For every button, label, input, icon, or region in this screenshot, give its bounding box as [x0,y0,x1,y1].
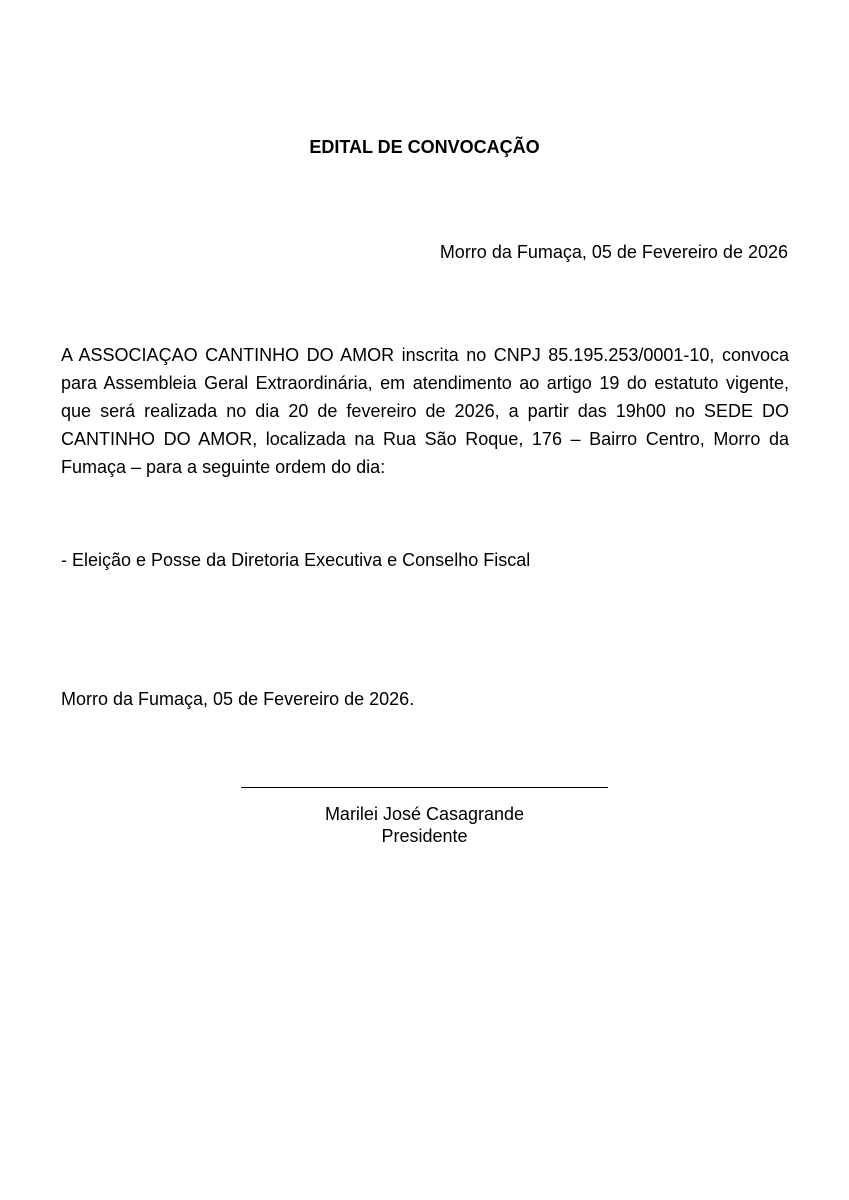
convocation-paragraph: A ASSOCIAÇAO CANTINHO DO AMOR inscrita no CNPJ 85.195.253/0001-10, convoca para Assembleia Geral Extraordinária, em atendimento ao artigo 19 do estatuto vigente, que será realizada no dia 20 de fevereiro de 2026, a partir das 19h00 no SEDE DO CANTINHO DO AMOR, localizada na Rua São Roque, 176 – Bairro Centro, Morro da Fumaça – para a seguinte ordem do dia: [61,345,789,477]
signer-name: Marilei José Casagrande [324,804,525,824]
document-title: EDITAL DE CONVOCAÇÃO [309,137,540,157]
header-date: Morro da Fumaça, 05 de Fevereiro de 2026 [439,242,788,262]
agenda-item: - Eleição e Posse da Diretoria Executiva e Conselho Fiscal [61,550,531,570]
signer-role: Presidente [381,826,468,846]
signature-line [241,787,608,788]
closing-date: Morro da Fumaça, 05 de Fevereiro de 2026. [61,689,415,709]
signature-block [241,787,608,847]
